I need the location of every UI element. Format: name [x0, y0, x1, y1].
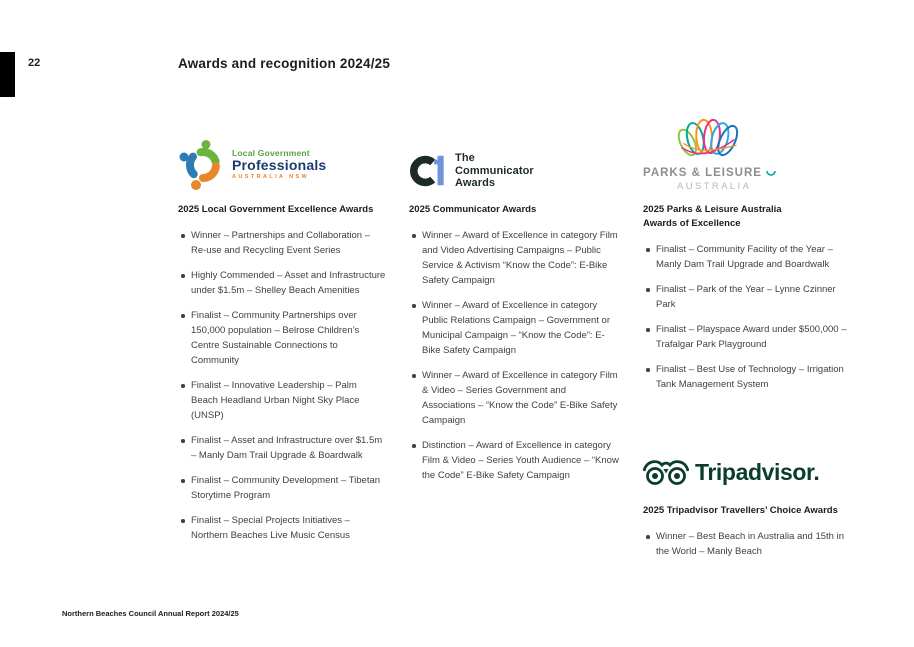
- lgp-wordmark: [232, 148, 326, 180]
- parks-wordmark-line1: PARKS & LEISURE: [643, 167, 762, 179]
- award-item: Finalist – Community Development – Tibetan Storytime Program: [178, 473, 386, 503]
- section-heading-tripadvisor: 2025 Tripadvisor Travellers’ Choice Awards: [643, 505, 838, 516]
- award-item: Winner – Best Beach in Australia and 15th in the World – Manly Beach: [643, 529, 857, 559]
- award-item: Winner – Award of Excellence in category Public Relations Campaign – Government or Municipal Campaign – “Know the Code”: E-Bike Safety Campaign: [409, 298, 621, 358]
- tripadvisor-owl-icon: [643, 456, 689, 488]
- communicator-wordmark-line2: Communicator: [455, 164, 534, 177]
- section-heading-parks: [643, 203, 857, 231]
- award-item: Highly Commended – Asset and Infrastructure under $1.5m – Shelley Beach Amenities: [178, 268, 386, 298]
- column-parks-tripadvisor: [643, 110, 857, 569]
- parks-smile-icon: [766, 168, 776, 178]
- award-item: Finalist – Best Use of Technology – Irrigation Tank Management System: [643, 362, 857, 392]
- page-title: Awards and recognition 2024/25: [178, 56, 391, 71]
- footer-text: Northern Beaches Council Annual Report 2024/25: [62, 609, 239, 618]
- parks-wordmark-line2: AUSTRALIA: [677, 181, 752, 192]
- column-local-government: [178, 110, 386, 553]
- lgp-wordmark-line3: AUSTRALIA NSW: [232, 174, 310, 180]
- section-heading-local-government: 2025 Local Government Excellence Awards: [178, 204, 374, 215]
- lgp-wordmark-line1: Local Government: [232, 148, 310, 158]
- section-heading-communicator: 2025 Communicator Awards: [409, 204, 537, 215]
- lgp-people-circle-icon: [178, 138, 226, 190]
- communicator-wordmark-line3: Awards: [455, 177, 496, 190]
- award-item: Distinction – Award of Excellence in category Film & Video – Series Youth Audience – “Know the Code” E-Bike Safety Campaign: [409, 438, 621, 483]
- page-number: 22: [28, 57, 41, 69]
- award-item: Finalist – Community Partnerships over 150,000 population – Belrose Children’s Centre Sustainable Connections to Community: [178, 308, 386, 368]
- award-list-tripadvisor: [643, 529, 857, 559]
- tripadvisor-wordmark: Tripadvisor.: [695, 458, 820, 485]
- parks-loops-icon: [671, 110, 749, 167]
- award-item: Finalist – Special Projects Initiatives – Northern Beaches Live Music Census: [178, 513, 386, 543]
- communicator-wordmark: [455, 152, 534, 190]
- parks-leisure-australia-logo: [643, 110, 857, 198]
- award-list-communicator: [409, 228, 621, 483]
- award-list-parks: [643, 242, 857, 392]
- column-communicator: [409, 110, 621, 493]
- tripadvisor-logo: [643, 450, 857, 494]
- award-item: Finalist – Playspace Award under $500,000 – Trafalgar Park Playground: [643, 322, 857, 352]
- award-item: Finalist – Community Facility of the Year – Manly Dam Trail Upgrade and Boardwalk: [643, 242, 857, 272]
- award-item: Finalist – Asset and Infrastructure over $1.5m – Manly Dam Trail Upgrade & Boardwalk: [178, 433, 386, 463]
- parks-heading-line1: 2025 Parks & Leisure Australia: [643, 204, 782, 215]
- award-item: Winner – Award of Excellence in category Film & Video – Series Government and Associations – “Know the Code” E-Bike Safety Campaign: [409, 368, 621, 428]
- communicator-wordmark-line1: The: [455, 152, 475, 165]
- award-item: Winner – Partnerships and Collaboration – Re-use and Recycling Event Series: [178, 228, 386, 258]
- award-item: Finalist – Park of the Year – Lynne Czinner Park: [643, 282, 857, 312]
- page-edge-tab: [0, 52, 15, 97]
- communicator-c1-icon: [409, 152, 447, 190]
- lgp-wordmark-line2: Professionals: [232, 157, 327, 173]
- local-government-professionals-logo: [178, 110, 386, 198]
- award-item: Finalist – Innovative Leadership – Palm Beach Headland Urban Night Sky Place (UNSP): [178, 378, 386, 423]
- award-item: Winner – Award of Excellence in category Film and Video Advertising Campaigns – Public Service & Activism “Know the Code”: E-Bike Safety Campaign: [409, 228, 621, 288]
- communicator-awards-logo: [409, 110, 621, 198]
- award-list-local-government: [178, 228, 386, 543]
- parks-heading-line2: Awards of Excellence: [643, 218, 741, 229]
